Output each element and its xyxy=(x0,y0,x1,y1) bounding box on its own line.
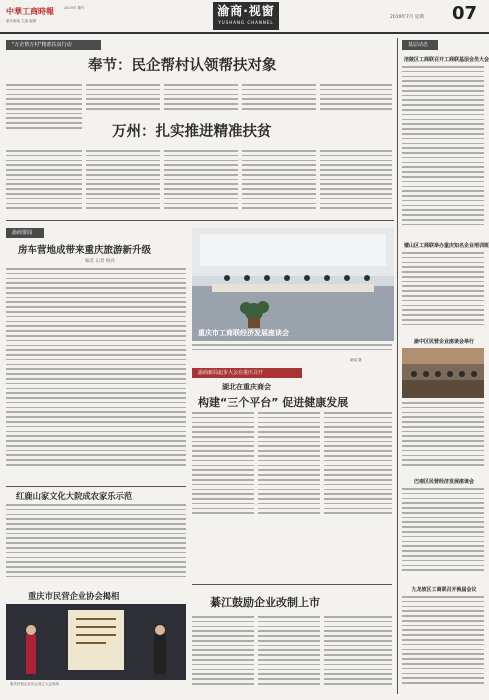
sidebar-item4-body xyxy=(402,488,484,580)
sidebar-item4-title: 巴南区民营经济发展座谈会 xyxy=(413,479,474,485)
lead-body-col4b xyxy=(242,150,316,214)
lead-bottom-rule xyxy=(6,220,394,221)
section-title: 渝商·视窗 xyxy=(217,4,275,18)
lead-body-col2b xyxy=(86,150,160,214)
lead-body-col5 xyxy=(320,84,392,114)
masthead-issue: 2019年 期号 xyxy=(64,6,85,10)
platforms-headline: 构建“三个平台” 促进健康发展 xyxy=(198,396,349,409)
culture-rule xyxy=(6,486,186,487)
sidebar-divider xyxy=(397,38,398,694)
qijiang-rule xyxy=(192,584,392,585)
newspaper-name: 中華工商時報 xyxy=(6,7,54,16)
lead-kicker: "万企帮万村"精准扶贫行动 xyxy=(6,40,101,50)
tourism-headline: 房车营地成带来重庆旅游新升级 xyxy=(18,245,152,256)
lead-body-col3 xyxy=(164,84,238,114)
page-number: 07 xyxy=(452,3,478,24)
tourism-body xyxy=(6,268,186,478)
conference-caption-text xyxy=(192,344,392,358)
conference-photo-caption: 重庆市工商联经济发展座谈会 xyxy=(198,329,289,337)
lead-body-col2 xyxy=(86,84,160,114)
sidebar-item5-body xyxy=(402,596,484,694)
culture-headline: 红鹿山家文化大院成农家乐示范 xyxy=(16,491,133,501)
private-headline: 重庆市民营企业协会揭相 xyxy=(28,591,120,601)
platforms-kicker: 湖北在重庆商会 xyxy=(222,383,271,391)
lead-headline-1: 奉节：民企帮村认领帮扶对象 xyxy=(88,58,277,74)
masthead-meta: 重庆新闻 主编 编辑 xyxy=(6,19,37,23)
tourism-tag: 渝商要闻 xyxy=(6,228,44,238)
sidebar-photo xyxy=(402,348,484,398)
qijiang-headline: 綦江鼓励企业改制上市 xyxy=(210,596,320,609)
lead-body-col3b xyxy=(164,150,238,214)
conference-photo xyxy=(192,228,394,341)
conference-photographer: 新闻 摄 xyxy=(350,358,362,362)
qijiang-body-col3 xyxy=(324,616,392,694)
sidebar-item3-title: 渝中区民营企业座谈会举行 xyxy=(413,339,474,345)
lead-body-col4 xyxy=(242,84,316,114)
issue-date: 2019年7月 星期 xyxy=(390,15,424,20)
private-photo-caption: 重庆民营企业协会成立大会现场 xyxy=(10,682,59,686)
qijiang-body-col1 xyxy=(192,616,254,694)
lead-headline-2: 万州：扎实推进精准扶贫 xyxy=(112,124,272,140)
lead-body-col1b xyxy=(6,150,82,214)
masthead xyxy=(0,0,489,34)
culture-body xyxy=(6,504,186,586)
sidebar-item2-title: 璧山区工商联举办重庆知名企业培训班 xyxy=(404,243,489,249)
platforms-body-col2 xyxy=(258,412,320,522)
sidebar-item2-body xyxy=(402,252,484,332)
private-photo xyxy=(6,604,186,680)
platforms-tag: 渝商新局起步大会在重庆召开 xyxy=(192,368,302,378)
sidebar-tag: 基层动态 xyxy=(402,40,438,50)
qijiang-body-col2 xyxy=(258,616,320,694)
section-english: YUSHANG CHANNEL xyxy=(218,20,274,25)
sidebar-item1-title: 涪陵区工商联召开工商联基层会员大会 xyxy=(404,57,489,63)
tourism-subhead: 编者 记者 杨亮 xyxy=(85,259,115,264)
lead-body-col1 xyxy=(6,84,82,134)
lead-body-col5b xyxy=(320,150,392,214)
sidebar-item5-title: 九龙坡区工商联召开换届会议 xyxy=(411,587,477,593)
platforms-body-col1 xyxy=(192,412,254,522)
sidebar-item3-body xyxy=(402,402,484,472)
platforms-body-col3 xyxy=(324,412,392,522)
section-banner xyxy=(213,2,279,30)
sidebar-item1-body xyxy=(402,66,484,236)
